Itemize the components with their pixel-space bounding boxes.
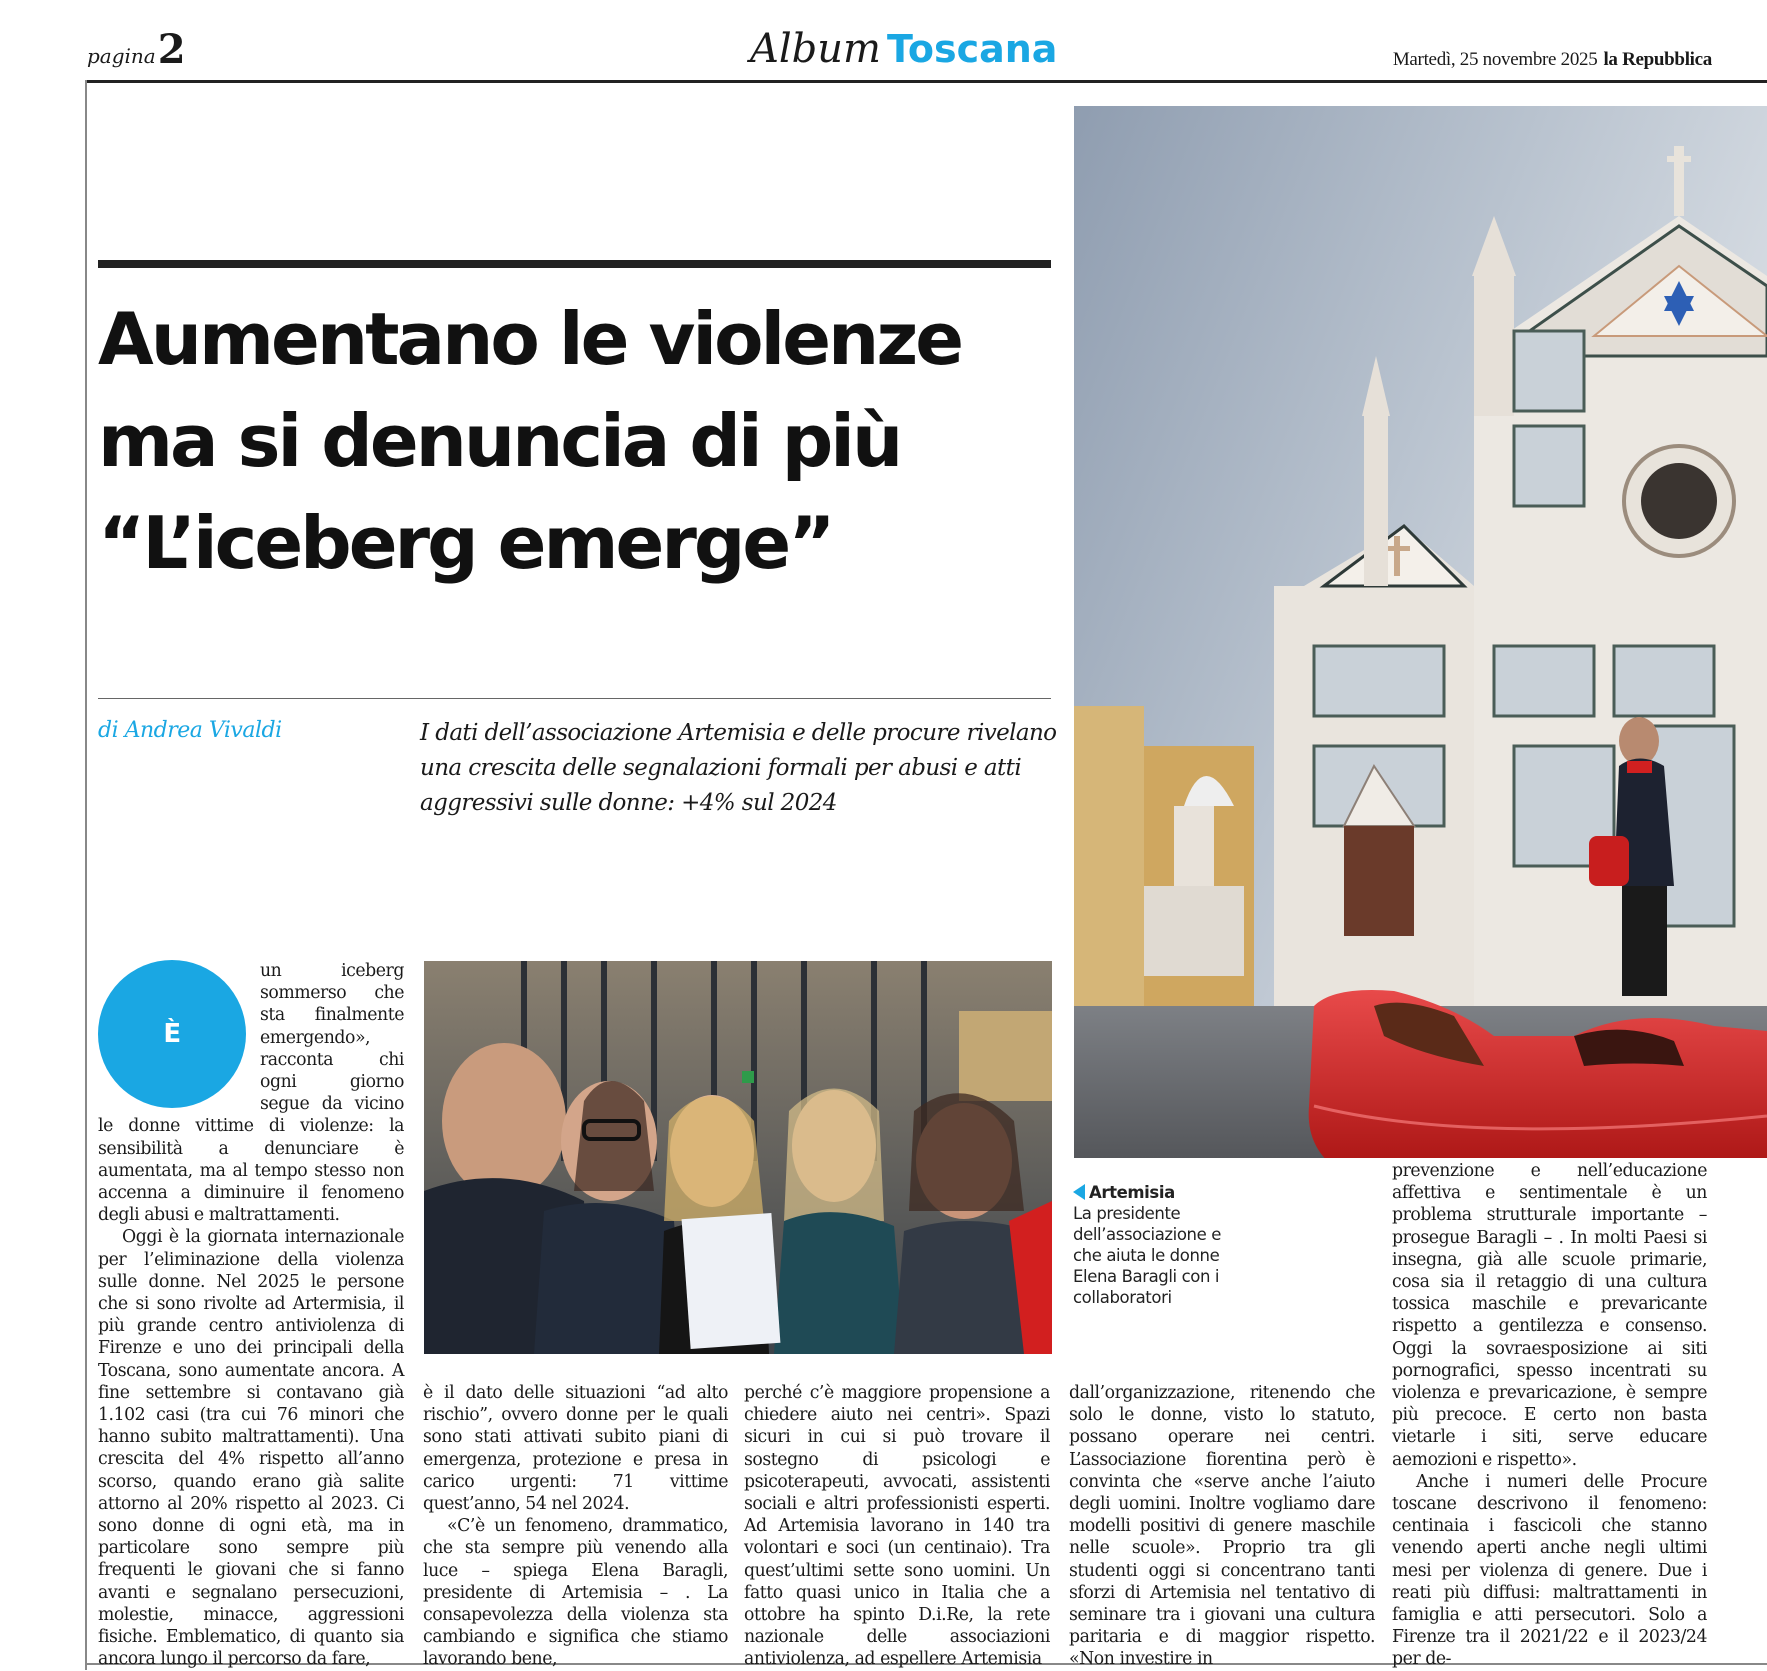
article-column-2 [423, 1382, 728, 1671]
article-summary: I dati dell’associazione Artemisia e delle procure rivelano una crescita delle segnalazioni formali per abusi e atti aggressivi sulle donne: +4% sul 2024 [420, 720, 1057, 816]
headline-line: ma si denuncia di più [98, 399, 901, 483]
page-number-value: 2 [157, 26, 186, 73]
paragraph: «C’è un fenomeno, drammatico, che sta sempre più venendo alla luce – spiega Elena Baragli, presidente di Artemisia – . La consapevolezza della violenza sta cambiando e significa che stiamo lavorando bene, [423, 1516, 728, 1670]
subhead-rule [98, 698, 1051, 699]
article-column-1 [98, 960, 404, 1671]
article-column-5 [1392, 1160, 1707, 1671]
section-title [750, 26, 1057, 72]
group-photo-image [424, 961, 1052, 1354]
headline [98, 288, 1058, 594]
caption-arrow-icon [1073, 1184, 1085, 1200]
paragraph: dall’organizzazione, ritenendo che solo le donne, visto lo statuto, possano operare nei centri. L’associazione fiorentina però è convinta che «serve anche l’aiuto degli uomini. Inoltre vogliamo dare modelli positivi di genere maschile nelle scuole». Proprio tra gli studenti oggi si concentrano tanti sforzi di Artemisia nel tentativo di seminare tra i giovani una cultura paritaria e di maggior rispetto. «Non investire in [1069, 1383, 1375, 1670]
issue-date: Martedì, 25 novembre 2025 [1392, 49, 1598, 70]
paragraph: perché c’è maggiore propensione a chiedere aiuto nei centri». Spazi sicuri in cui si può trovare il sostegno di psicologi e psicoterapeuti, avvocati, assistenti sociali e altri professionisti esperti. Ad Artemisia lavorano in 140 tra volontari e soci (un centinaio). Tra quest’ultimi sette sono uomini. Un fatto quasi unico in Italia che a ottobre ha spinto D.i.Re, la rete nazionale delle associazioni antiviolenza, ad espellere Artemisia [744, 1383, 1050, 1670]
section-prefix: Album [750, 26, 881, 72]
forma-sign [959, 1011, 1052, 1101]
article-column-3 [744, 1382, 1050, 1671]
paragraph: Oggi è la giornata internazionale per l’eliminazione della violenza sulle donne. Nel 2025 le persone che si sono rivolte ad Artermisia, il più grande centro antiviolenza di Firenze e uno dei principali della Toscana, sono aumentate ancora. A fine settembre si contavano già 1.102 casi (tra cui 76 minori che hanno subito maltrattamenti). Una crescita del 4% rispetto all’anno scorso, quando erano già salite attorno al 20% rispetto al 2023. Ci sono donne di ogni età, ma in particolare sono sempre più frequenti le giovani che si fanno avanti e segnalano persecuzioni, molestie, minacce, aggressioni fisiche. Emblematico, di quanto sia ancora lungo il percorso da fare, [98, 1227, 404, 1670]
buildings-and-statue [1074, 706, 1254, 1006]
page-number [87, 26, 186, 73]
paragraph: prevenzione e nell’educazione affettiva e sentimentale è un problema strutturale importante – prosegue Baragli – . In molti Paesi si insegna, già alle scuole primarie, cosa sia il retaggio di una cultura tossica maschile e prevaricante rispetto a gentilezza e consenso. Oggi la sovraesposizione ai siti pornografici, spesso incentrati su violenza e prevaricazione, è sempre più precoce. E certo non basta vietarle i siti, serve educare aemozioni e rispetto». [1392, 1161, 1707, 1470]
group-photo [424, 961, 1052, 1354]
page-label: pagina [87, 44, 156, 68]
caption-title: Artemisia [1089, 1183, 1175, 1202]
paragraph: Anche i numeri delle Procure toscane descrivono il fenomeno: centinaia i fascicoli che stanno venendo aperti anche negli ultimi mesi per violenza di genere. Due i reati più diffusi: maltrattamenti in famiglia e atti persecutori. Solo a Firenze tra il 2021/22 e il 2023/24 per de- [1392, 1471, 1707, 1670]
paragraph: è il dato delle situazioni “ad alto rischio”, ovvero donne per le quali sono stati attivati subito piani di emergenza, protezione e presa in carico urgenti: 71 vittime quest’anno, 54 nel 2024. [423, 1383, 728, 1515]
page-left-rule [85, 80, 87, 1670]
headline-rule [98, 260, 1051, 268]
headline-line: Aumentano le violenze [98, 297, 962, 381]
section-name: Toscana [886, 27, 1058, 71]
masthead-rule [85, 80, 1767, 83]
newspaper-name: la Repubblica [1603, 49, 1712, 70]
dateline [1393, 49, 1712, 71]
byline: di Andrea Vivaldi [98, 718, 282, 743]
santa-croce-image [1074, 106, 1767, 1158]
document-held [682, 1213, 781, 1349]
caption-text: La presidente dell’associazione e che aiuta le donne Elena Baragli con i collaboratori [1073, 1204, 1221, 1307]
headline-line: “L’iceberg emerge” [98, 501, 833, 585]
article-column-4 [1069, 1382, 1375, 1671]
drop-cap: È [98, 960, 246, 1108]
santa-croce-photo [1074, 106, 1767, 1158]
photo-caption [1073, 1182, 1253, 1308]
paragraph: un iceberg sommerso che sta finalmente emergendo», racconta chi ogni giorno segue da vicino le donne vittime di violenze: la sensibilità a denunciare è aumentata, ma al tempo stesso non accenna a diminuire il fenomeno degli abusi e maltrattamenti. [98, 961, 404, 1226]
